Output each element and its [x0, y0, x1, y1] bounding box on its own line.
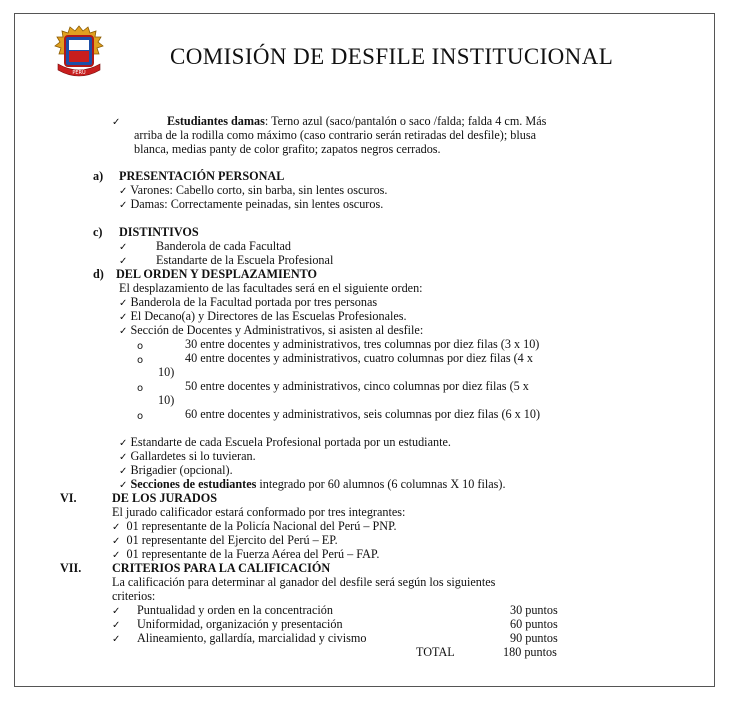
sub-item-cont: 10) [158, 393, 175, 407]
section-vii-title: CRITERIOS PARA LA CALIFICACIÓN [112, 561, 331, 575]
section-vii-intro-cont: criterios: [112, 589, 156, 603]
university-logo [50, 22, 108, 80]
sub-item: 50 entre docentes y administrativos, cinco columnas por diez filas (5 x [185, 379, 529, 393]
check-icon: ✓ [112, 117, 121, 128]
bullet-icon: o [137, 355, 144, 366]
check-icon: ✓ [112, 550, 121, 561]
sub-item-cont: 10) [158, 365, 175, 379]
check-icon: ✓ [119, 438, 128, 449]
section-d-intro: El desplazamiento de las facultades será en el siguiente orden: [119, 281, 423, 295]
check-icon: ✓ [119, 200, 128, 211]
list-item: ✓ 01 representante del Ejercito del Perú – EP. [112, 533, 338, 547]
intro-line-2: arriba de la rodilla como máximo (caso contrario serán retiradas del desfile); blusa [134, 128, 537, 142]
list-item: ✓ El Decano(a) y Directores de las Escuelas Profesionales. [119, 309, 407, 323]
check-icon: ✓ [119, 466, 128, 477]
bullet-icon: o [137, 411, 144, 422]
section-d-marker: d) [93, 267, 104, 281]
list-item: ✓ Sección de Docentes y Administrativos, si asisten al desfile: [119, 323, 424, 337]
total-points: 180 puntos [503, 645, 557, 659]
page-title: COMISIÓN DE DESFILE INSTITUCIONAL [170, 44, 614, 69]
check-icon: ✓ [119, 480, 128, 491]
sub-item: 30 entre docentes y administrativos, tres columnas por diez filas (3 x 10) [185, 337, 540, 351]
check-icon: ✓ [112, 620, 121, 631]
svg-text:PERÚ: PERÚ [72, 70, 86, 76]
check-icon: ✓ [119, 298, 128, 309]
criterion-points: 90 puntos [510, 631, 558, 645]
criterion-points: 30 puntos [510, 603, 558, 617]
intro-line-1: Estudiantes damas: Terno azul (saco/pantalón o saco /falda; falda 4 cm. Más [167, 114, 547, 128]
total-label: TOTAL [416, 645, 455, 659]
list-item: ✓ Varones: Cabello corto, sin barba, sin lentes oscuros. [119, 183, 388, 197]
check-icon: ✓ [119, 242, 128, 253]
list-item: ✓ Secciones de estudiantes integrado por 60 alumnos (6 columnas X 10 filas). [119, 477, 506, 491]
check-icon: ✓ [112, 634, 121, 645]
section-d-title: DEL ORDEN Y DESPLAZAMIENTO [116, 267, 318, 281]
section-a-marker: a) [93, 169, 104, 183]
list-item: ✓ Brigadier (opcional). [119, 463, 233, 477]
check-icon: ✓ [119, 256, 128, 267]
list-item: ✓ 01 representante de la Fuerza Aérea del Perú – FAP. [112, 547, 380, 561]
list-item: Estandarte de la Escuela Profesional [156, 253, 334, 267]
section-vi-title: DE LOS JURADOS [112, 491, 217, 505]
criterion-points: 60 puntos [510, 617, 558, 631]
list-item: ✓ Gallardetes si lo tuvieran. [119, 449, 256, 463]
section-vi-intro: El jurado calificador estará conformado por tres integrantes: [112, 505, 406, 519]
section-a-title: PRESENTACIÓN PERSONAL [119, 169, 285, 183]
section-vii-intro: La calificación para determinar al ganador del desfile será según los siguientes [112, 575, 496, 589]
criterion-name: Uniformidad, organización y presentación [137, 617, 343, 631]
check-icon: ✓ [119, 312, 128, 323]
list-item: ✓ Damas: Correctamente peinadas, sin lentes oscuros. [119, 197, 384, 211]
bullet-icon: o [137, 383, 144, 394]
check-icon: ✓ [112, 522, 121, 533]
sub-item: 40 entre docentes y administrativos, cuatro columnas por diez filas (4 x [185, 351, 533, 365]
check-icon: ✓ [112, 606, 121, 617]
check-icon: ✓ [119, 326, 128, 337]
check-icon: ✓ [119, 186, 128, 197]
list-item: ✓ Banderola de la Facultad portada por tres personas [119, 295, 378, 309]
section-vii-marker: VII. [60, 561, 82, 575]
bullet-icon: o [137, 341, 144, 352]
criterion-name: Puntualidad y orden en la concentración [137, 603, 333, 617]
list-item: ✓ 01 representante de la Policía Nacional del Perú – PNP. [112, 519, 397, 533]
check-icon: ✓ [119, 452, 128, 463]
list-item: Banderola de cada Facultad [156, 239, 292, 253]
section-vi-marker: VI. [60, 491, 77, 505]
section-c-marker: c) [93, 225, 103, 239]
section-c-title: DISTINTIVOS [119, 225, 199, 239]
list-item: ✓ Estandarte de cada Escuela Profesional portada por un estudiante. [119, 435, 451, 449]
criterion-name: Alineamiento, gallardía, marcialidad y civismo [137, 631, 367, 645]
intro-line-3: blanca, medias panty de color grafito; zapatos negros cerrados. [134, 142, 441, 156]
check-icon: ✓ [112, 536, 121, 547]
sub-item: 60 entre docentes y administrativos, seis columnas por diez filas (6 x 10) [185, 407, 541, 421]
